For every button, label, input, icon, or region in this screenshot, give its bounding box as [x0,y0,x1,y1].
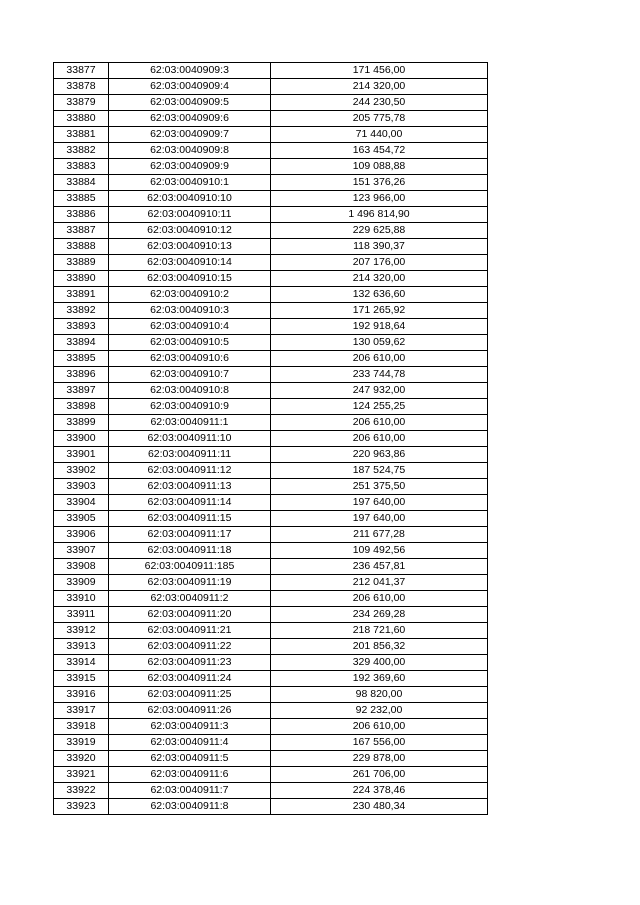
cadastral-number-cell: 62:03:0040911:2 [109,591,271,607]
row-number-cell: 33889 [54,255,109,271]
value-cell: 212 041,37 [271,575,488,591]
value-cell: 207 176,00 [271,255,488,271]
row-number-cell: 33918 [54,719,109,735]
table-row [54,63,488,79]
row-number-cell: 33903 [54,479,109,495]
value-cell: 1 496 814,90 [271,207,488,223]
row-number-cell: 33912 [54,623,109,639]
row-number-cell: 33904 [54,495,109,511]
table-row [54,287,488,303]
cadastral-number-cell: 62:03:0040910:1 [109,175,271,191]
value-cell: 214 320,00 [271,79,488,95]
table-row [54,719,488,735]
value-cell: 206 610,00 [271,431,488,447]
value-cell: 109 492,56 [271,543,488,559]
value-cell: 211 677,28 [271,527,488,543]
row-number-cell: 33902 [54,463,109,479]
value-cell: 132 636,60 [271,287,488,303]
cadastral-number-cell: 62:03:0040909:8 [109,143,271,159]
row-number-cell: 33919 [54,735,109,751]
table-row [54,335,488,351]
table-row [54,239,488,255]
value-cell: 234 269,28 [271,607,488,623]
cadastral-number-cell: 62:03:0040911:24 [109,671,271,687]
cadastral-number-cell: 62:03:0040909:5 [109,95,271,111]
cadastral-number-cell: 62:03:0040910:12 [109,223,271,239]
value-cell: 201 856,32 [271,639,488,655]
row-number-cell: 33895 [54,351,109,367]
table-row [54,767,488,783]
cadastral-number-cell: 62:03:0040911:21 [109,623,271,639]
row-number-cell: 33921 [54,767,109,783]
row-number-cell: 33906 [54,527,109,543]
table-row [54,527,488,543]
cadastral-number-cell: 62:03:0040909:3 [109,63,271,79]
value-cell: 206 610,00 [271,719,488,735]
cadastral-number-cell: 62:03:0040910:3 [109,303,271,319]
cadastral-number-cell: 62:03:0040910:2 [109,287,271,303]
row-number-cell: 33880 [54,111,109,127]
value-cell: 236 457,81 [271,559,488,575]
row-number-cell: 33911 [54,607,109,623]
cadastral-number-cell: 62:03:0040911:11 [109,447,271,463]
cadastral-number-cell: 62:03:0040911:22 [109,639,271,655]
row-number-cell: 33908 [54,559,109,575]
value-cell: 247 932,00 [271,383,488,399]
row-number-cell: 33893 [54,319,109,335]
row-number-cell: 33877 [54,63,109,79]
table-row [54,783,488,799]
cadastral-number-cell: 62:03:0040911:10 [109,431,271,447]
table-row [54,399,488,415]
table-row [54,479,488,495]
row-number-cell: 33901 [54,447,109,463]
row-number-cell: 33916 [54,687,109,703]
table-row [54,351,488,367]
table-row [54,159,488,175]
value-cell: 197 640,00 [271,495,488,511]
cadastral-number-cell: 62:03:0040911:4 [109,735,271,751]
value-cell: 206 610,00 [271,351,488,367]
cadastral-number-cell: 62:03:0040911:14 [109,495,271,511]
row-number-cell: 33878 [54,79,109,95]
row-number-cell: 33894 [54,335,109,351]
value-cell: 244 230,50 [271,95,488,111]
value-cell: 98 820,00 [271,687,488,703]
table-row [54,591,488,607]
table-row [54,639,488,655]
cadastral-number-cell: 62:03:0040910:7 [109,367,271,383]
row-number-cell: 33920 [54,751,109,767]
table-row [54,207,488,223]
value-cell: 206 610,00 [271,591,488,607]
table-row [54,255,488,271]
cadastral-number-cell: 62:03:0040909:9 [109,159,271,175]
row-number-cell: 33905 [54,511,109,527]
value-cell: 92 232,00 [271,703,488,719]
value-cell: 130 059,62 [271,335,488,351]
row-number-cell: 33917 [54,703,109,719]
table-row [54,655,488,671]
row-number-cell: 33910 [54,591,109,607]
value-cell: 206 610,00 [271,415,488,431]
table-row [54,223,488,239]
table-row [54,735,488,751]
table-row [54,79,488,95]
table-row [54,511,488,527]
row-number-cell: 33897 [54,383,109,399]
table-row [54,463,488,479]
value-cell: 197 640,00 [271,511,488,527]
cadastral-number-cell: 62:03:0040911:13 [109,479,271,495]
cadastral-number-cell: 62:03:0040911:6 [109,767,271,783]
table-row [54,415,488,431]
row-number-cell: 33888 [54,239,109,255]
row-number-cell: 33891 [54,287,109,303]
table-row [54,607,488,623]
cadastral-number-cell: 62:03:0040911:12 [109,463,271,479]
value-cell: 218 721,60 [271,623,488,639]
value-cell: 251 375,50 [271,479,488,495]
row-number-cell: 33914 [54,655,109,671]
row-number-cell: 33922 [54,783,109,799]
cadastral-number-cell: 62:03:0040911:8 [109,799,271,815]
value-cell: 71 440,00 [271,127,488,143]
cadastral-number-cell: 62:03:0040910:15 [109,271,271,287]
value-cell: 233 744,78 [271,367,488,383]
table-row [54,271,488,287]
value-cell: 163 454,72 [271,143,488,159]
cadastral-number-cell: 62:03:0040911:3 [109,719,271,735]
value-cell: 214 320,00 [271,271,488,287]
row-number-cell: 33898 [54,399,109,415]
row-number-cell: 33909 [54,575,109,591]
value-cell: 224 378,46 [271,783,488,799]
row-number-cell: 33879 [54,95,109,111]
data-table [53,62,488,815]
value-cell: 220 963,86 [271,447,488,463]
cadastral-number-cell: 62:03:0040910:6 [109,351,271,367]
value-cell: 171 456,00 [271,63,488,79]
cadastral-number-cell: 62:03:0040911:25 [109,687,271,703]
cadastral-number-cell: 62:03:0040909:6 [109,111,271,127]
row-number-cell: 33882 [54,143,109,159]
value-cell: 261 706,00 [271,767,488,783]
cadastral-number-cell: 62:03:0040910:10 [109,191,271,207]
table-row [54,447,488,463]
table-row [54,303,488,319]
row-number-cell: 33884 [54,175,109,191]
table-row [54,495,488,511]
value-cell: 229 625,88 [271,223,488,239]
table-row [54,175,488,191]
cadastral-number-cell: 62:03:0040909:4 [109,79,271,95]
row-number-cell: 33892 [54,303,109,319]
row-number-cell: 33885 [54,191,109,207]
cadastral-number-cell: 62:03:0040911:19 [109,575,271,591]
cadastral-number-cell: 62:03:0040911:18 [109,543,271,559]
row-number-cell: 33923 [54,799,109,815]
table-body [54,63,488,815]
table-row [54,543,488,559]
value-cell: 230 480,34 [271,799,488,815]
value-cell: 123 966,00 [271,191,488,207]
table-row [54,575,488,591]
value-cell: 229 878,00 [271,751,488,767]
row-number-cell: 33907 [54,543,109,559]
value-cell: 329 400,00 [271,655,488,671]
table-row [54,671,488,687]
cadastral-number-cell: 62:03:0040909:7 [109,127,271,143]
cadastral-number-cell: 62:03:0040910:13 [109,239,271,255]
table-row [54,799,488,815]
row-number-cell: 33881 [54,127,109,143]
cadastral-number-cell: 62:03:0040910:5 [109,335,271,351]
cadastral-number-cell: 62:03:0040910:4 [109,319,271,335]
cadastral-number-cell: 62:03:0040911:23 [109,655,271,671]
cadastral-number-cell: 62:03:0040910:8 [109,383,271,399]
row-number-cell: 33896 [54,367,109,383]
value-cell: 171 265,92 [271,303,488,319]
row-number-cell: 33883 [54,159,109,175]
table-row [54,191,488,207]
row-number-cell: 33913 [54,639,109,655]
cadastral-number-cell: 62:03:0040910:11 [109,207,271,223]
cadastral-number-cell: 62:03:0040910:9 [109,399,271,415]
table-row [54,751,488,767]
table-row [54,703,488,719]
table-row [54,111,488,127]
value-cell: 187 524,75 [271,463,488,479]
table-row [54,623,488,639]
value-cell: 192 369,60 [271,671,488,687]
table-row [54,127,488,143]
cadastral-number-cell: 62:03:0040910:14 [109,255,271,271]
row-number-cell: 33900 [54,431,109,447]
cadastral-number-cell: 62:03:0040911:5 [109,751,271,767]
row-number-cell: 33915 [54,671,109,687]
value-cell: 192 918,64 [271,319,488,335]
cadastral-number-cell: 62:03:0040911:1 [109,415,271,431]
table-row [54,95,488,111]
table-row [54,559,488,575]
cadastral-number-cell: 62:03:0040911:26 [109,703,271,719]
cadastral-number-cell: 62:03:0040911:7 [109,783,271,799]
table-row [54,143,488,159]
value-cell: 151 376,26 [271,175,488,191]
value-cell: 124 255,25 [271,399,488,415]
value-cell: 109 088,88 [271,159,488,175]
table-row [54,367,488,383]
row-number-cell: 33886 [54,207,109,223]
table-row [54,431,488,447]
table-row [54,319,488,335]
table-row [54,687,488,703]
value-cell: 205 775,78 [271,111,488,127]
cadastral-number-cell: 62:03:0040911:15 [109,511,271,527]
cadastral-number-cell: 62:03:0040911:20 [109,607,271,623]
cadastral-number-cell: 62:03:0040911:17 [109,527,271,543]
value-cell: 167 556,00 [271,735,488,751]
cadastral-number-cell: 62:03:0040911:185 [109,559,271,575]
table-row [54,383,488,399]
value-cell: 118 390,37 [271,239,488,255]
row-number-cell: 33887 [54,223,109,239]
row-number-cell: 33899 [54,415,109,431]
row-number-cell: 33890 [54,271,109,287]
